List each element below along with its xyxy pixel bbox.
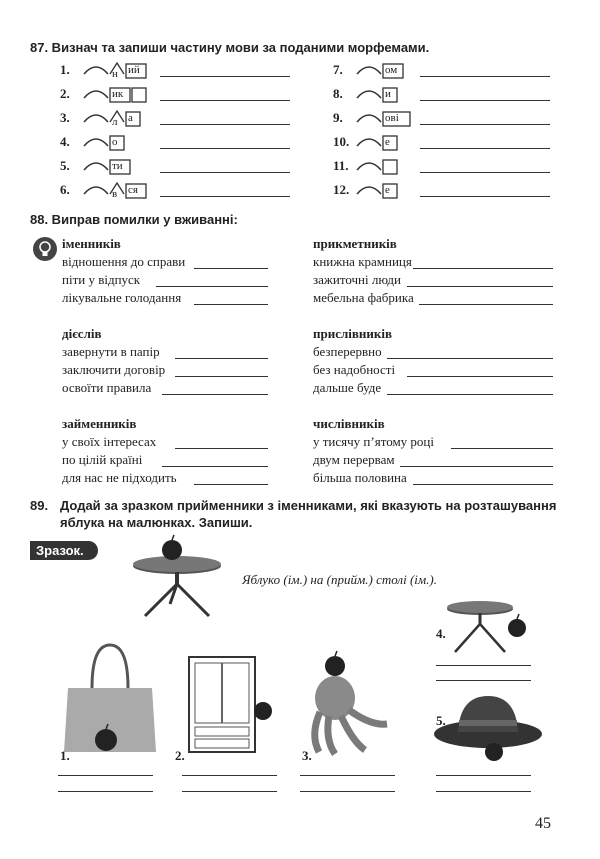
morpheme-text: и — [385, 88, 391, 100]
morpheme-scheme — [355, 60, 407, 82]
error-phrase: піти у відпуск — [62, 272, 141, 287]
category-heading: числівників — [313, 416, 385, 431]
answer-line[interactable] — [160, 76, 290, 77]
item-number: 10. — [333, 134, 350, 149]
answer-line[interactable] — [420, 148, 550, 149]
exercise-88-title: 88. Виправ помилки у вживанні: — [30, 212, 238, 227]
morpheme-text: ий — [128, 64, 140, 76]
item-number: 9. — [333, 110, 343, 125]
answer-line[interactable] — [436, 791, 531, 792]
item-number: 8. — [333, 86, 343, 101]
morpheme-text: е — [385, 184, 390, 196]
bag-with-apple-image — [60, 640, 160, 755]
morpheme-text: ик — [112, 88, 124, 100]
answer-line[interactable] — [420, 196, 550, 197]
morpheme-text: в — [112, 188, 118, 200]
answer-line[interactable] — [420, 76, 550, 77]
error-phrase: у тисячу п’ятому році — [313, 434, 434, 449]
morpheme-scheme — [82, 132, 128, 154]
error-phrase: книжна крамниця — [313, 254, 412, 269]
item-number: 2. — [60, 86, 70, 101]
table-with-apple-image — [130, 534, 225, 619]
item-number: 12. — [333, 182, 350, 197]
morpheme-text: ові — [385, 112, 399, 124]
exercise-89-number: 89. — [30, 498, 49, 513]
answer-line[interactable] — [407, 376, 553, 377]
morpheme-text: н — [112, 68, 118, 80]
error-phrase: заключити договір — [62, 362, 166, 377]
page-number: 45 — [535, 815, 551, 832]
error-phrase: дальше буде — [313, 380, 382, 395]
morpheme-scheme — [355, 156, 401, 178]
morpheme-scheme — [82, 108, 144, 130]
answer-line[interactable] — [451, 448, 553, 449]
morpheme-text: ти — [112, 160, 123, 172]
picture-5-label: 5. — [436, 713, 446, 728]
error-phrase: по цілій країні — [62, 452, 143, 467]
answer-line[interactable] — [175, 358, 268, 359]
answer-line[interactable] — [413, 268, 553, 269]
error-phrase: більша половина — [313, 470, 407, 485]
morpheme-text: е — [385, 136, 390, 148]
answer-line[interactable] — [160, 172, 290, 173]
answer-line[interactable] — [407, 286, 553, 287]
error-phrase: лікувальне голодання — [62, 290, 182, 305]
picture-4-label: 4. — [436, 626, 446, 641]
answer-line[interactable] — [300, 775, 395, 776]
morpheme-scheme — [355, 84, 401, 106]
lightbulb-icon — [32, 236, 58, 262]
morpheme-scheme — [355, 132, 401, 154]
sample-label: Зразок. — [30, 541, 98, 560]
error-phrase: відношення до справи — [62, 254, 186, 269]
morpheme-scheme — [82, 84, 150, 106]
answer-line[interactable] — [160, 148, 290, 149]
answer-line[interactable] — [182, 775, 277, 776]
table-apple-beside-image — [445, 600, 535, 660]
answer-line[interactable] — [160, 100, 290, 101]
category-heading: прислівників — [313, 326, 393, 341]
error-phrase: у своїх інтересах — [62, 434, 157, 449]
item-number: 1. — [60, 62, 70, 77]
morpheme-text: ом — [385, 64, 398, 76]
error-phrase: мебельна фабрика — [313, 290, 414, 305]
error-phrase: для нас не підходить — [62, 470, 177, 485]
error-phrase: освоїти правила — [62, 380, 152, 395]
hat-with-apple-image — [432, 690, 544, 762]
error-phrase: безперервно — [313, 344, 382, 359]
answer-line[interactable] — [162, 466, 268, 467]
error-phrase: без надобності — [313, 362, 396, 377]
exercise-89-title-line1: Додай за зразком прийменники з іменниками, які вказують на розташування — [60, 498, 557, 513]
item-number: 6. — [60, 182, 70, 197]
picture-3-label: 3. — [302, 748, 312, 763]
sample-sentence: Яблуко (ім.) на (прийм.) столі (ім.). — [242, 572, 438, 587]
answer-line[interactable] — [419, 304, 553, 305]
error-phrase: завернути в папір — [62, 344, 160, 359]
morpheme-scheme — [355, 108, 414, 130]
morpheme-scheme — [82, 60, 150, 82]
exercise-89-title-line2: яблука на малюнках. Запиши. — [60, 515, 253, 530]
answer-line[interactable] — [387, 394, 553, 395]
morpheme-text: л — [112, 116, 118, 128]
morpheme-text: о — [112, 136, 118, 148]
answer-line[interactable] — [194, 268, 268, 269]
category-heading: іменників — [62, 236, 121, 251]
answer-line[interactable] — [387, 358, 553, 359]
answer-line[interactable] — [436, 775, 531, 776]
answer-line[interactable] — [160, 124, 290, 125]
morpheme-scheme — [82, 180, 150, 202]
answer-line[interactable] — [413, 484, 553, 485]
answer-line[interactable] — [420, 172, 550, 173]
picture-2-label: 2. — [175, 748, 185, 763]
answer-line[interactable] — [420, 100, 550, 101]
answer-line[interactable] — [300, 791, 395, 792]
answer-line[interactable] — [156, 286, 268, 287]
morpheme-text: ся — [128, 184, 138, 196]
answer-line[interactable] — [400, 466, 553, 467]
answer-line[interactable] — [58, 775, 153, 776]
answer-line[interactable] — [162, 394, 268, 395]
category-heading: займенників — [62, 416, 137, 431]
octopus-with-apple-image — [305, 650, 395, 758]
morpheme-scheme — [82, 156, 134, 178]
wardrobe-with-apple-image — [185, 655, 275, 755]
answer-line[interactable] — [420, 124, 550, 125]
answer-line[interactable] — [436, 665, 531, 666]
answer-line[interactable] — [194, 304, 268, 305]
answer-line[interactable] — [175, 376, 268, 377]
answer-line[interactable] — [182, 791, 277, 792]
item-number: 3. — [60, 110, 70, 125]
exercise-87-title: 87. Визнач та запиши частину мови за поданими морфемами. — [30, 40, 430, 55]
category-heading: дієслів — [62, 326, 102, 341]
answer-line[interactable] — [58, 791, 153, 792]
item-number: 7. — [333, 62, 343, 77]
answer-line[interactable] — [436, 680, 531, 681]
item-number: 4. — [60, 134, 70, 149]
item-number: 11. — [333, 158, 349, 173]
answer-line[interactable] — [160, 196, 290, 197]
error-phrase: двум перервам — [313, 452, 395, 467]
error-phrase: зажиточні люди — [313, 272, 401, 287]
category-heading: прикметників — [313, 236, 397, 251]
picture-1-label: 1. — [60, 748, 70, 763]
answer-line[interactable] — [194, 484, 268, 485]
morpheme-scheme — [355, 180, 401, 202]
answer-line[interactable] — [175, 448, 268, 449]
item-number: 5. — [60, 158, 70, 173]
morpheme-text: а — [128, 112, 133, 124]
